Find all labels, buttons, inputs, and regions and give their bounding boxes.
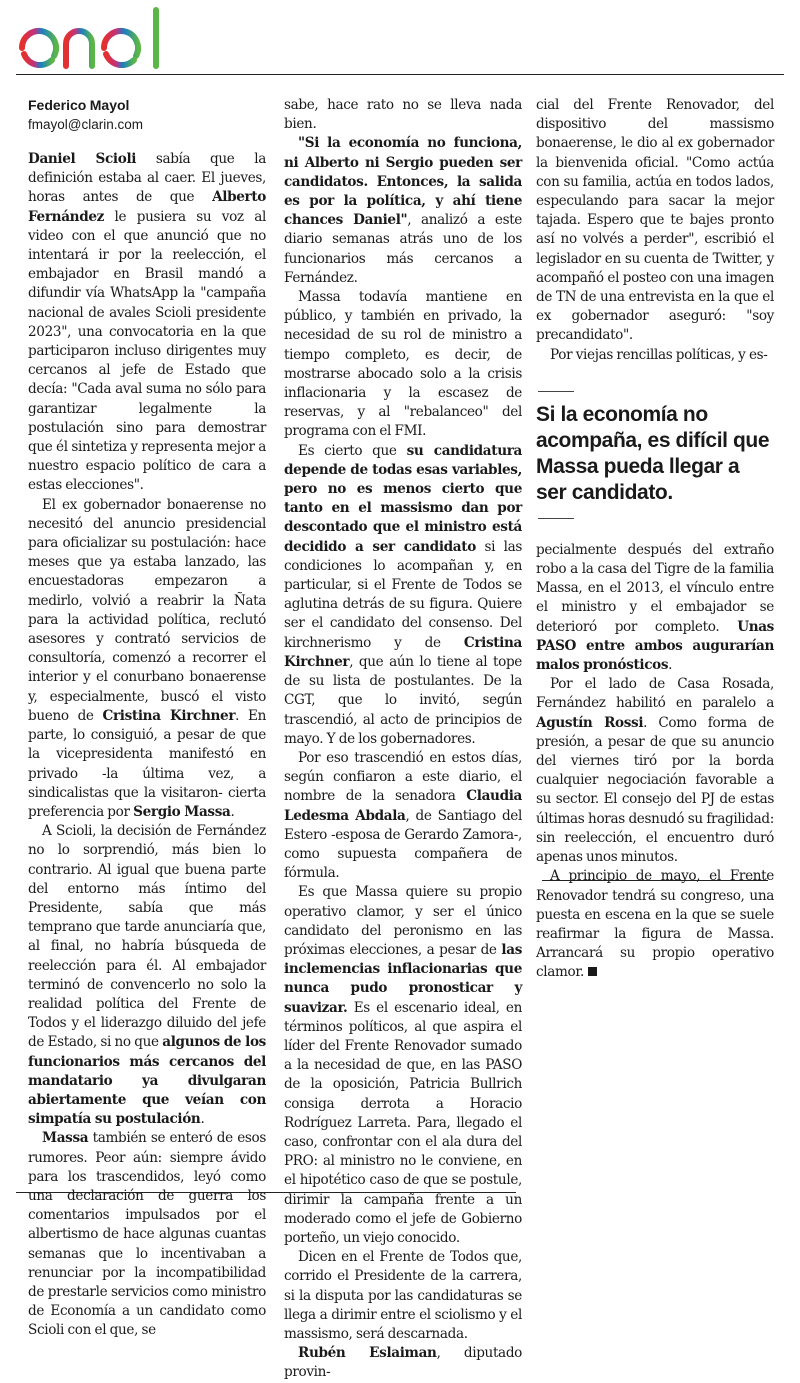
paragraph: A principio de mayo, el Frente Renovador tendrá su congreso, una puesta en escena en la que se suele reafirmar la figura de Massa. Arrancará su propio operativo clamor. bbox=[536, 868, 774, 981]
article-column-2 bbox=[284, 96, 522, 1383]
paragraph: Massa todavía mantiene en público, y también en privado, la necesidad de su rol de ministro a tiempo completo, es decir, de mostrarse abocado solo a la crisis inflacionaria y la escasez de reservas, y al "rebalanceo" del programa con el FMI. bbox=[284, 289, 522, 440]
paragraph: pecialmente después del extraño robo a la casa del Tigre de la familia Massa, en el 2013, el vínculo entre el ministro y el embajador se deterioró por completo. Unas PASO entre ambos augurarían malos pronósticos. bbox=[536, 541, 774, 674]
article-column-1 bbox=[28, 96, 266, 1341]
paragraph: El ex gobernador bonaerense no necesitó del anuncio presidencial para oficializar su postulación: hace meses que ya estaba lanzado, las encuestadoras empezaron a medirlo, volvió a reabrir la Ñata para la actividad política, reclutó asesores y contrató servicios de consultoría, comenzó a recorrer el interior y el conurbano bonaerense y, especialmente, buscó el visto bueno de Cristina Kirchner. En parte, lo consiguió, a pesar de que la vicepresidenta manifestó en privado -la última vez, a sindicalistas que la visitaron- cierta preferencia por Sergio Massa. bbox=[28, 496, 266, 820]
byline-email: fmayol@clarin.com bbox=[28, 117, 143, 132]
article-column-3 bbox=[536, 96, 774, 983]
paragraph: sabe, hace rato no se lleva nada bien. bbox=[284, 97, 522, 133]
paragraph: A Scioli, la decisión de Fernández no lo sorprendió, más bien lo contrario. Al igual que buena parte del entorno más íntimo del Presidente, sabía que más temprano que tarde anunciaría que, al final, no habría búsqueda de reelección para él. Al embajador terminó de convencerlo no solo la realidad política del Frente de Todos y el liderazgo diluido del jefe de Estado, si no que algunos de los funcionarios más cercanos del mandatario ya divulgaran abiertamente que veían con simpatía su postulación. bbox=[28, 823, 266, 1128]
paragraph: Por el lado de Casa Rosada, Fernández habilitó en paralelo a Agustín Rossi. Como forma de presión, a pesar de que su anuncio del viernes tiró por la borda cualquier negociación favorable a su sector. El consejo del PJ de estas últimas horas desnudó su fragilidad: sin reelección, el encuentro duró apenas unos minutos. bbox=[536, 676, 775, 866]
pull-quote-rule bbox=[538, 518, 574, 519]
paragraph: Dicen en el Frente de Todos que, corrido el Presidente de la carrera, si la disputa por las candidaturas se llega a dirimir entre el sciolismo y el massismo, será descarnada. bbox=[284, 1249, 522, 1342]
paragraph: "Si la economía no funciona, ni Alberto ni Sergio pueden ser candidatos. Entonces, la salida es por la política, y ahí tiene chances Daniel", analizó a este diario semanas atrás uno de los funcionarios más cercanos a Fernández. bbox=[284, 135, 523, 286]
end-of-article-mark bbox=[588, 967, 597, 976]
paragraph: Daniel Scioli sabía que la definición estaba al caer. El jueves, horas antes de que Alberto Fernández le pusiera su voz al video con el que anunció que no intentará ir por la reelección, el embajador en Brasil mandó a difundir vía WhatsApp la "campaña nacional de avales Scioli presidente 2023", una convocatoria en la que participaron incluso dirigentes muy cercanos al jefe de Estado que decía: "Cada aval suma no sólo para garantizar legalmente la postulación sino para demostrar que él sintetiza y representa mejor a nuestro espacio político de cara a estas elecciones". bbox=[28, 151, 266, 494]
masthead-divider bbox=[16, 74, 784, 75]
paragraph: Por viejas rencillas políticas, y es- bbox=[550, 346, 768, 363]
pull-quote bbox=[536, 391, 774, 519]
paragraph: Rubén Eslaiman, diputado provin- bbox=[284, 1345, 523, 1381]
paragraph: Es que Massa quiere su propio operativo clamor, y ser el único candidato del peronismo en las próximas elecciones, a pesar de las inclemencias inflacionarias que nunca pudo pronosticar y suavizar. Es el escenario ideal, en términos políticos, al que aspira el líder del Frente Renovador sumado a la necesidad de que, en las PASO de la oposición, Patricia Bullrich consiga derrota a Horacio Rodríguez Larreta. Para, llegado el caso, confrontar con el ala dura del PRO: al ministro no le conviene, en el hipotético caso de que se postule, dirimir la campaña frente a un moderado como el jefe de Gobierno porteño, un viejo conocido. bbox=[284, 884, 522, 1246]
paragraph: Por eso trascendió en estos días, según confiaron a este diario, el nombre de la senadora Claudia Ledesma Abdala, de Santiago del Estero -esposa de Gerardo Zamora-, como supuesta compañera de fórmula. bbox=[284, 749, 522, 882]
pull-quote-rule bbox=[538, 391, 574, 392]
article-end-divider bbox=[542, 880, 768, 881]
paragraph: Massa también se enteró de esos rumores. Peor aún: siempre ávido para los trascendidos, leyó como una declaración de guerra los comentarios impulsados por el albertismo de hace algunas cuantas semanas que lo incentivaban a renunciar por la incompatibilidad de prestarle servicios como ministro de Economía a un candidato como Scioli con el que, se bbox=[28, 1130, 266, 1339]
byline-author: Federico Mayol bbox=[28, 97, 130, 113]
page-bottom-divider bbox=[16, 1192, 516, 1193]
paragraph: Es cierto que su candidatura depende de todas esas variables, pero no es menos cierto que tanto en el massismo dan por descontado que el ministro está decidido a ser candidato si las condiciones lo acompañan y, en particular, si el Frente de Todos se aglutina detrás de su figura. Quiere ser el candidato del consenso. Del kirchnerismo y de Cristina Kirchner, que aún lo tiene al tope de su lista de postulantes. De la CGT, que lo invitó, según trascendió, al acto de principios de mayo. Y de los gobernadores. bbox=[284, 442, 523, 747]
paragraph: cial del Frente Renovador, del dispositivo del massismo bonaerense, le dio al ex gobernador la bienvenida oficial. "Como actúa con su familia, actúa en todos lados, especulando para sacar la mejor tajada. Espero que te bajes pronto así no volvés a perder", escribió el legislador en su cuenta de Twitter, y acompañó el posteo con una imagen de TN de una entrevista en la que el ex gobernador aseguró: "soy precandidato". bbox=[536, 97, 774, 344]
enel-logo bbox=[16, 4, 186, 70]
enel-logo-mark bbox=[16, 4, 186, 70]
pull-quote-text: Si la economía no acompaña, es difícil que Massa pueda llegar a ser candidato. bbox=[536, 402, 770, 504]
